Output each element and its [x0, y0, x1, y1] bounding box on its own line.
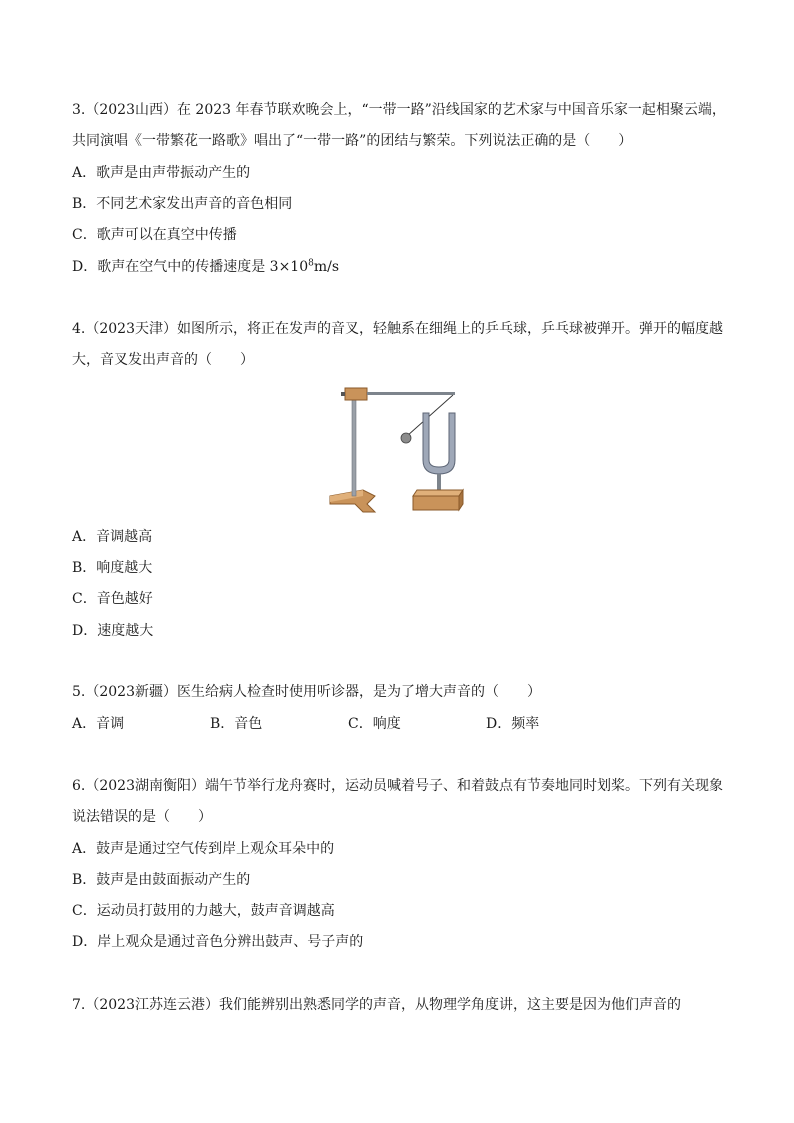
- q6-stem-line2: 说法错误的是（ ）: [72, 809, 212, 825]
- q3-option-b: B．不同艺术家发出声音的音色相同: [72, 196, 293, 212]
- q3-stem-line1: 3.（2023山西）在 2023 年春节联欢晚会上，“一带一路”沿线国家的艺术家与中国音乐家一起相聚云端，: [72, 102, 726, 118]
- q5-option-b: B．音色: [210, 716, 263, 732]
- q7-stem-line1: 7.（2023江苏连云港）我们能辨别出熟悉同学的声音，从物理学角度讲，这主要是因为他们声音的: [72, 997, 681, 1013]
- tuning-fork-figure: [325, 378, 470, 516]
- q4-stem-line1: 4.（2023天津）如图所示，将正在发声的音叉，轻触系在细绳上的乒乓球，乒乓球被弹开。弹开的幅度越: [72, 321, 723, 337]
- q4-option-d: D．速度越大: [72, 623, 154, 639]
- q3-option-a: A．歌声是由声带振动产生的: [72, 165, 251, 181]
- q4-option-b: B．响度越大: [72, 560, 153, 576]
- q3-option-d-text: D．歌声在空气中的传播速度是 3×10: [72, 259, 309, 275]
- q6-option-d: D．岸上观众是通过音色分辨出鼓声、号子声的: [72, 934, 364, 950]
- q3-option-d-unit: m/s: [313, 259, 340, 275]
- q6-option-b: B．鼓声是由鼓面振动产生的: [72, 872, 251, 888]
- q4-option-c: C．音色越好: [72, 591, 153, 607]
- tuning-fork-diagram: [325, 378, 470, 516]
- q3-option-c: C．歌声可以在真空中传播: [72, 227, 237, 243]
- q3-stem-line2: 共同演唱《一带繁花一路歌》唱出了“一带一路”的团结与繁荣。下列说法正确的是（ ）: [72, 133, 633, 149]
- q5-option-c: C．响度: [348, 716, 401, 732]
- q5-option-d: D．频率: [486, 716, 540, 732]
- q3-option-d: [72, 257, 339, 277]
- q5-option-a: A．音调: [72, 716, 125, 732]
- q5-stem-line1: 5.（2023新疆）医生给病人检查时使用听诊器，是为了增大声音的（ ）: [72, 684, 541, 700]
- q3-option-d-exponent: 8: [308, 258, 314, 269]
- q6-stem-line1: 6.（2023湖南衡阳）端午节举行龙舟赛时，运动员喊着号子、和着鼓点有节奏地同时划桨。下列有关现象: [72, 778, 723, 794]
- q4-stem-line2: 大，音叉发出声音的（ ）: [72, 352, 254, 368]
- q4-option-a: A．音调越高: [72, 529, 153, 545]
- q6-option-a: A．鼓声是通过空气传到岸上观众耳朵中的: [72, 841, 335, 857]
- q6-option-c: C．运动员打鼓用的力越大，鼓声音调越高: [72, 903, 335, 919]
- q5-options-row: [72, 714, 572, 734]
